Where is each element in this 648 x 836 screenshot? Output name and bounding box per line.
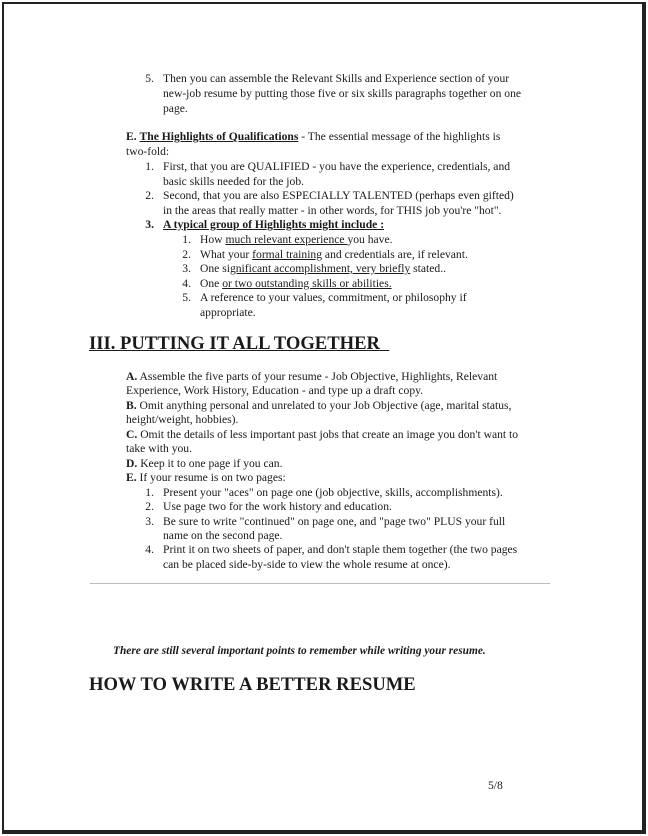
section-item-letter: E.: [126, 471, 137, 484]
list-number: 4.: [182, 277, 191, 290]
list-item-underlined: formal training: [252, 248, 323, 261]
section-item-line: Assemble the five parts of your resume - Job Objective, Highlights, Relevant: [139, 370, 498, 383]
list-item-line: in the areas that really matter - in other words, for THIS job you're "hot".: [163, 204, 502, 217]
list-item-line: appropriate.: [200, 306, 256, 319]
list-item-text: you have.: [347, 233, 393, 246]
page-number: 5/8: [488, 779, 503, 792]
list-item-line: page.: [163, 102, 188, 115]
list-item: [200, 233, 393, 248]
section-item: [126, 399, 511, 414]
highlights-intro: [126, 130, 500, 145]
list-item: [200, 262, 446, 277]
highlights-intro-line2: two-fold:: [126, 145, 170, 158]
highlights-intro-text: - The essential message of the highlights is: [298, 130, 501, 143]
list-item-text: What your: [200, 248, 253, 261]
section-item-letter: C.: [126, 428, 138, 441]
section-heading-text: III. PUTTING IT ALL TOGETHER: [89, 333, 380, 354]
section-item-line: take with you.: [126, 442, 193, 455]
list-item: [200, 277, 392, 292]
section-item-line: Omit the details of less important past jobs that create an image you don't want to: [140, 428, 519, 441]
list-item-line: basic skills needed for the job.: [163, 175, 305, 188]
list-number: 5.: [182, 291, 191, 304]
list-item-line: Print it on two sheets of paper, and don't staple them together (the two pages: [163, 543, 518, 556]
list-item-text: One si: [200, 262, 230, 275]
section-item: [126, 370, 497, 385]
section-heading: HOW TO WRITE A BETTER RESUME: [89, 674, 416, 695]
list-item-line: First, that you are QUALIFIED - you have the experience, credentials, and: [163, 160, 511, 173]
highlights-letter: E.: [126, 130, 137, 143]
list-item: [200, 248, 468, 263]
list-number: 1.: [145, 160, 154, 173]
list-item-underlined: gnificant accomplishment, very briefly: [229, 262, 411, 275]
page-frame: [2, 2, 646, 834]
section-item-line: Keep it to one page if you can.: [140, 457, 283, 470]
list-item-line: Use page two for the work history and education.: [163, 500, 392, 513]
list-item-line: name on the second page.: [163, 529, 283, 542]
list-item-underlined: much relevant experience: [225, 233, 348, 246]
section-item-line: height/weight, hobbies).: [126, 413, 239, 426]
section-item-line: Omit anything personal and unrelated to your Job Objective (age, marital status,: [139, 399, 512, 412]
highlights-group-title: A typical group of Highlights might include :: [163, 218, 385, 231]
list-item-text: and credentials are, if relevant.: [322, 248, 468, 261]
list-item-text: How: [200, 233, 226, 246]
list-item-text: stated..: [410, 262, 446, 275]
list-number: 2.: [145, 500, 154, 513]
section-item: [126, 471, 286, 486]
list-item-line: Present your "aces" on page one (job objective, skills, accomplishments).: [163, 486, 503, 499]
list-item-underlined: or two outstanding skills or abilities.: [222, 277, 392, 290]
list-item-line: Then you can assemble the Relevant Skills and Experience section of your: [163, 72, 510, 85]
list-number: 2.: [145, 189, 154, 202]
section-item: [126, 457, 282, 472]
list-number: 4.: [145, 543, 154, 556]
list-number: 1.: [182, 233, 191, 246]
section-item: [126, 428, 518, 443]
section-item-line: If your resume is on two pages:: [139, 471, 286, 484]
list-number: 3.: [182, 262, 191, 275]
section-item-letter: A.: [126, 370, 138, 383]
section-item-line: Experience, Work History, Education - and type up a draft copy.: [126, 384, 424, 397]
list-item-text: One: [200, 277, 223, 290]
list-item-line: Be sure to write "continued" on page one, and "page two" PLUS your full: [163, 515, 506, 528]
list-item-line: Second, that you are also ESPECIALLY TALENTED (perhaps even gifted): [163, 189, 514, 202]
section-heading: [89, 334, 389, 354]
list-number: 2.: [182, 248, 191, 261]
section-item-letter: B.: [126, 399, 137, 412]
horizontal-divider: [90, 583, 550, 584]
list-item-line: A reference to your values, commitment, or philosophy if: [200, 291, 467, 304]
list-number: 3.: [145, 218, 154, 231]
highlights-title: The Highlights of Qualifications: [139, 130, 299, 143]
list-item-line: new-job resume by putting those five or six skills paragraphs together on one: [163, 87, 522, 100]
list-number: 1.: [145, 486, 154, 499]
italic-note: There are still several important points to remember while writing your resume.: [113, 645, 486, 657]
section-item-letter: D.: [126, 457, 138, 470]
list-item-line: can be placed side-by-side to view the whole resume at once).: [163, 558, 451, 571]
list-number: 5.: [145, 72, 154, 85]
list-number: 3.: [145, 515, 154, 528]
